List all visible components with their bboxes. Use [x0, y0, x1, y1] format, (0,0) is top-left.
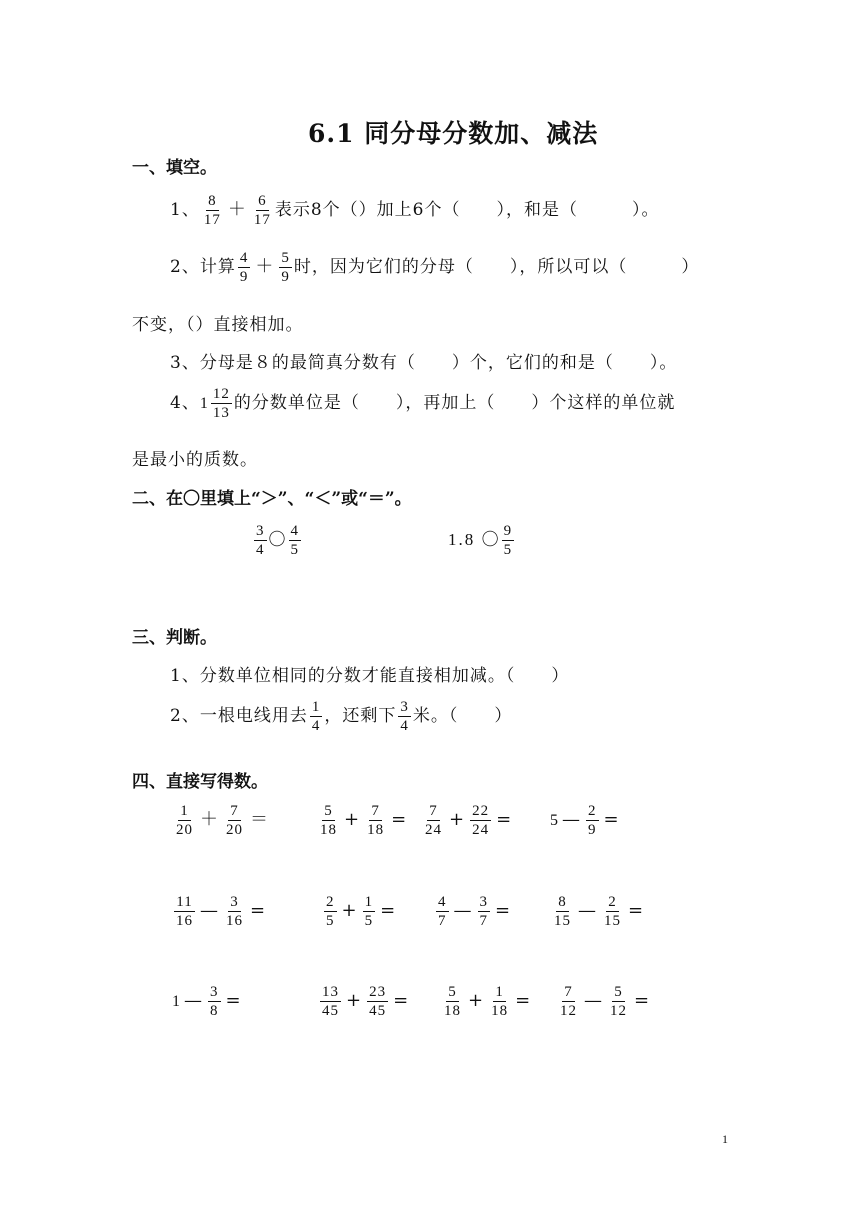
fraction: $\frac{3}{4}$ — [400, 699, 409, 734]
q2-prefix: 2、计算 — [170, 257, 236, 277]
equals-sign: ＝ — [250, 809, 269, 830]
fraction — [174, 893, 195, 930]
denominator: 20 — [226, 822, 243, 838]
equals-sign: = — [496, 809, 513, 830]
q1-prefix: 1、 — [170, 200, 200, 220]
equals-sign: = — [393, 990, 410, 1011]
fraction — [478, 893, 491, 930]
fraction — [552, 893, 573, 930]
fraction — [224, 893, 245, 930]
operator: — — [584, 990, 603, 1011]
q4-prefix: 4、 — [170, 393, 200, 413]
numerator: 22 — [472, 803, 490, 819]
equals-sign: = — [634, 990, 651, 1011]
numerator: 11 — [176, 894, 193, 910]
numerator: 2 — [588, 803, 597, 819]
arithmetic-expression — [318, 983, 412, 1020]
section-4-heading: 四、直接写得数。 — [132, 772, 268, 792]
denominator: 45 — [322, 1003, 339, 1019]
mixed-number-whole: 1 — [199, 395, 209, 412]
numerator: 1 — [364, 894, 374, 910]
page-title: 6.1 同分母分数加、减法 — [308, 119, 599, 148]
section-1-heading: 一、填空。 — [132, 158, 217, 178]
denominator: 7 — [438, 913, 447, 929]
section-2-heading: 二、在〇里填上“＞”、“＜”或“＝”。 — [132, 489, 412, 509]
fraction: $\frac{6}{17}$ — [253, 193, 271, 228]
arithmetic-expression — [421, 802, 515, 839]
denominator: 16 — [226, 913, 243, 929]
numerator: 5 — [614, 984, 623, 1000]
denominator: 16 — [176, 913, 193, 929]
operator: — — [562, 809, 581, 830]
denominator: 45 — [369, 1003, 387, 1019]
numerator: 2 — [326, 894, 335, 910]
numerator: 7 — [429, 803, 438, 819]
arithmetic-expression — [322, 893, 399, 930]
q2-text: 时，因为它们的分母（ ），所以可以（ ） — [293, 257, 700, 277]
compare-item-2 — [448, 522, 516, 559]
fraction — [324, 893, 337, 930]
denominator: 5 — [364, 913, 374, 929]
numerator: 3 — [210, 984, 219, 1000]
arithmetic-expression — [172, 893, 269, 930]
fraction — [489, 983, 510, 1020]
operator: — — [453, 900, 473, 921]
numerator: 13 — [322, 984, 339, 1000]
numerator: 7 — [371, 803, 380, 819]
numerator: 5 — [324, 803, 333, 819]
denominator: 8 — [210, 1003, 219, 1019]
operator: + — [344, 809, 361, 830]
fraction: $\frac{8}{17}$ — [203, 193, 221, 228]
operator: + — [341, 900, 358, 921]
numerator: 3 — [230, 894, 239, 910]
operator: + — [449, 809, 466, 830]
s3-question-2 — [170, 698, 512, 735]
s3q2-mid: ，还剩下 — [324, 706, 397, 726]
operator: — — [578, 900, 597, 921]
denominator: 18 — [367, 822, 385, 838]
s1-question-3: 3、分母是８的最简真分数有（ ）个，它们的和是（ ）。 — [170, 353, 678, 373]
operator: + — [468, 990, 485, 1011]
fraction: $\frac{3}{4}$ — [256, 523, 265, 558]
fraction — [558, 983, 579, 1020]
operator: — — [184, 990, 203, 1011]
compare-circle[interactable]: 〇 — [268, 530, 287, 550]
fraction — [423, 802, 444, 839]
denominator: 12 — [610, 1003, 627, 1019]
equals-sign: = — [250, 900, 267, 921]
fraction — [363, 893, 376, 930]
arithmetic-expression — [556, 983, 653, 1020]
fraction: $\frac{1}{4}$ — [311, 699, 321, 734]
denominator: 18 — [444, 1003, 461, 1019]
fraction — [436, 893, 449, 930]
equals-sign: = — [225, 990, 242, 1011]
equals-sign: = — [495, 900, 512, 921]
denominator: 18 — [320, 822, 337, 838]
fraction: $\frac{12}{13}$ — [212, 386, 230, 421]
section-3-heading: 三、判断。 — [132, 628, 217, 648]
denominator: 15 — [554, 913, 571, 929]
compare-item-1 — [252, 522, 303, 559]
fraction — [367, 983, 388, 1020]
equals-sign: = — [380, 900, 397, 921]
fraction — [320, 983, 341, 1020]
fraction — [602, 893, 623, 930]
fraction — [365, 802, 386, 839]
denominator: 15 — [604, 913, 621, 929]
plus-sign: ＋ — [255, 256, 275, 277]
decimal-value: 1.8 — [448, 530, 476, 549]
denominator: 24 — [472, 822, 490, 838]
numerator: 7 — [230, 803, 239, 819]
denominator: 7 — [479, 913, 488, 929]
equals-sign: = — [515, 990, 532, 1011]
arithmetic-expression — [550, 893, 647, 930]
denominator: 20 — [176, 822, 193, 838]
arithmetic-expression — [316, 802, 410, 839]
fraction: $\frac{5}{9}$ — [281, 250, 290, 285]
fraction: $\frac{4}{5}$ — [290, 523, 299, 558]
denominator: 18 — [491, 1003, 509, 1019]
fraction — [586, 802, 599, 839]
numerator: 1 — [495, 984, 504, 1000]
denominator: 5 — [326, 913, 335, 929]
whole-number: 5 — [550, 812, 559, 829]
fraction — [608, 983, 629, 1020]
fraction — [174, 802, 195, 839]
operator: — — [200, 900, 219, 921]
s1-question-4-continued: 是最小的质数。 — [132, 450, 258, 470]
s1-question-1 — [170, 192, 659, 229]
equals-sign: = — [603, 809, 620, 830]
numerator: 2 — [608, 894, 617, 910]
denominator: 12 — [560, 1003, 577, 1019]
fraction — [318, 802, 339, 839]
s1-question-2-continued: 不变，（）直接相加。 — [132, 315, 304, 335]
plus-sign: ＋ — [227, 199, 247, 220]
denominator: 9 — [588, 822, 597, 838]
equals-sign: = — [391, 809, 408, 830]
fraction: $\frac{4}{9}$ — [239, 250, 249, 285]
numerator: 8 — [558, 894, 567, 910]
operator: ＋ — [200, 809, 219, 830]
s3-question-1: 1、分数单位相同的分数才能直接相加减。（ ） — [170, 666, 570, 686]
arithmetic-expression — [440, 983, 534, 1020]
s3q2-suffix: 米。（ ） — [412, 706, 513, 726]
arithmetic-expression — [434, 893, 514, 930]
whole-number: 1 — [172, 993, 181, 1010]
s1-question-2 — [170, 249, 699, 286]
fraction — [470, 802, 491, 839]
fraction — [442, 983, 463, 1020]
arithmetic-expression — [550, 802, 623, 839]
arithmetic-expression — [172, 802, 272, 839]
equals-sign: = — [628, 900, 645, 921]
numerator: 23 — [369, 984, 387, 1000]
page-number: 1 — [722, 1132, 728, 1146]
q4-text: 的分数单位是（ ），再加上（ ）个这样的单位就 — [233, 393, 676, 413]
fraction — [208, 983, 221, 1020]
denominator: 24 — [425, 822, 442, 838]
s1-question-4 — [170, 385, 675, 422]
numerator: 4 — [438, 894, 447, 910]
numerator: 5 — [448, 984, 457, 1000]
q1-text: 表示8个（）加上6个（ ），和是（ ）。 — [274, 200, 660, 220]
numerator: 7 — [564, 984, 573, 1000]
s3q2-prefix: 2、一根电线用去 — [170, 706, 308, 726]
operator: + — [346, 990, 363, 1011]
compare-circle[interactable]: 〇 — [481, 530, 500, 550]
numerator: 3 — [479, 894, 488, 910]
fraction: $\frac{9}{5}$ — [503, 523, 513, 558]
arithmetic-expression — [172, 983, 245, 1020]
numerator: 1 — [180, 803, 189, 819]
fraction — [224, 802, 245, 839]
